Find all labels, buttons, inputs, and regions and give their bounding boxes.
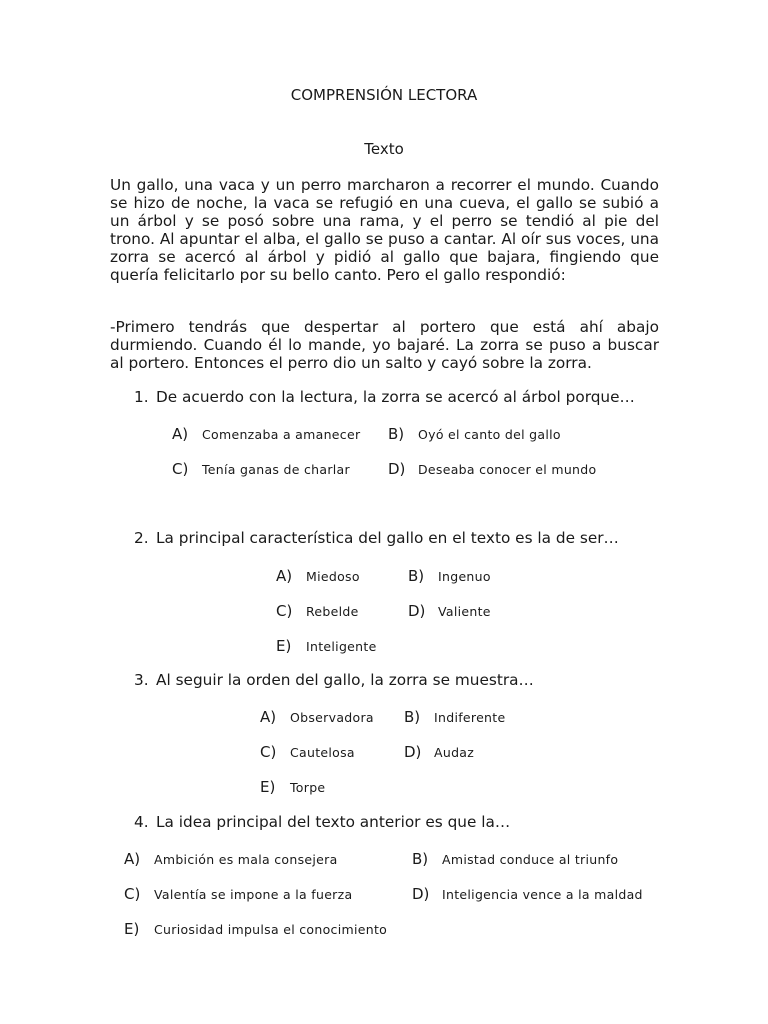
question-2 xyxy=(134,529,619,547)
option-letter: A) xyxy=(260,708,277,726)
option-letter: E) xyxy=(276,637,292,655)
option-text: Valentía se impone a la fuerza xyxy=(154,887,353,902)
story-paragraph-2: -Primero tendrás que despertar al portero que está ahí abajo durmiendo. Cuando él lo mande, yo bajaré. La zorra se puso a buscar al portero. Entonces el perro dio un salto y cayó sobre la zorra. xyxy=(110,318,659,372)
option-letter: A) xyxy=(172,425,189,443)
option-text: Torpe xyxy=(290,780,326,795)
q1-option-a[interactable] xyxy=(172,424,360,443)
q3-option-b[interactable] xyxy=(404,707,505,726)
story-paragraph-1: Un gallo, una vaca y un perro marcharon a recorrer el mundo. Cuando se hizo de noche, la vaca se refugió en una cueva, el gallo se subió a un árbol y se posó sobre una rama, y el perro se tendió al pie del trono. Al apuntar el alba, el gallo se puso a cantar. Al oír sus voces, una zorra se acercó al árbol y pidió al gallo que bajara, fingiendo que quería felicitarlo por su bello canto. Pero el gallo respondió: xyxy=(110,176,659,284)
option-text: Ambición es mala consejera xyxy=(154,852,338,867)
q4-option-c[interactable] xyxy=(124,884,352,903)
q4-option-a[interactable] xyxy=(124,849,338,868)
option-text: Valiente xyxy=(438,604,491,619)
option-letter: C) xyxy=(260,743,277,761)
option-text: Ingenuo xyxy=(438,569,491,584)
question-number: 3. xyxy=(134,671,149,689)
option-text: Oyó el canto del gallo xyxy=(418,427,561,442)
question-text: De acuerdo con la lectura, la zorra se acercó al árbol porque… xyxy=(156,388,635,406)
option-letter: E) xyxy=(124,920,140,938)
q3-option-d[interactable] xyxy=(404,742,474,761)
option-letter: D) xyxy=(404,743,422,761)
option-text: Observadora xyxy=(290,710,374,725)
q4-option-e[interactable] xyxy=(124,919,387,938)
option-text: Miedoso xyxy=(306,569,360,584)
q1-option-c[interactable] xyxy=(172,459,350,478)
q2-option-c[interactable] xyxy=(276,601,359,620)
question-3 xyxy=(134,671,534,689)
option-text: Curiosidad impulsa el conocimiento xyxy=(154,922,388,937)
option-letter: D) xyxy=(408,602,426,620)
option-letter: B) xyxy=(388,425,405,443)
q4-option-d[interactable] xyxy=(412,884,643,903)
q2-option-a[interactable] xyxy=(276,566,360,585)
option-letter: A) xyxy=(276,567,293,585)
document-title: COMPRENSIÓN LECTORA xyxy=(290,86,478,104)
q3-option-a[interactable] xyxy=(260,707,374,726)
option-text: Deseaba conocer el mundo xyxy=(418,462,597,477)
option-text: Tenía ganas de charlar xyxy=(202,462,350,477)
option-letter: B) xyxy=(412,850,429,868)
question-number: 4. xyxy=(134,813,149,831)
question-number: 2. xyxy=(134,529,149,547)
option-letter: D) xyxy=(388,460,406,478)
option-letter: B) xyxy=(408,567,425,585)
option-letter: A) xyxy=(124,850,141,868)
question-number: 1. xyxy=(134,388,149,406)
q4-option-b[interactable] xyxy=(412,849,618,868)
option-letter: B) xyxy=(404,708,421,726)
question-text: La idea principal del texto anterior es que la… xyxy=(156,813,511,831)
option-letter: C) xyxy=(124,885,141,903)
q2-option-e[interactable] xyxy=(276,636,377,655)
question-1 xyxy=(134,388,635,406)
option-letter: C) xyxy=(276,602,293,620)
question-4 xyxy=(134,813,510,831)
option-text: Cautelosa xyxy=(290,745,355,760)
option-letter: D) xyxy=(412,885,430,903)
question-text: Al seguir la orden del gallo, la zorra se muestra… xyxy=(156,671,534,689)
q1-option-b[interactable] xyxy=(388,424,561,443)
q2-option-b[interactable] xyxy=(408,566,491,585)
option-letter: C) xyxy=(172,460,189,478)
q1-option-d[interactable] xyxy=(388,459,596,478)
q2-option-d[interactable] xyxy=(408,601,491,620)
option-text: Inteligente xyxy=(306,639,377,654)
option-text: Comenzaba a amanecer xyxy=(202,427,361,442)
q3-option-e[interactable] xyxy=(260,777,325,796)
option-text: Inteligencia vence a la maldad xyxy=(442,887,643,902)
question-text: La principal característica del gallo en el texto es la de ser… xyxy=(156,529,619,547)
option-text: Amistad conduce al triunfo xyxy=(442,852,619,867)
option-text: Indiferente xyxy=(434,710,506,725)
text-subtitle: Texto xyxy=(364,140,404,158)
option-letter: E) xyxy=(260,778,276,796)
option-text: Audaz xyxy=(434,745,475,760)
option-text: Rebelde xyxy=(306,604,359,619)
q3-option-c[interactable] xyxy=(260,742,355,761)
